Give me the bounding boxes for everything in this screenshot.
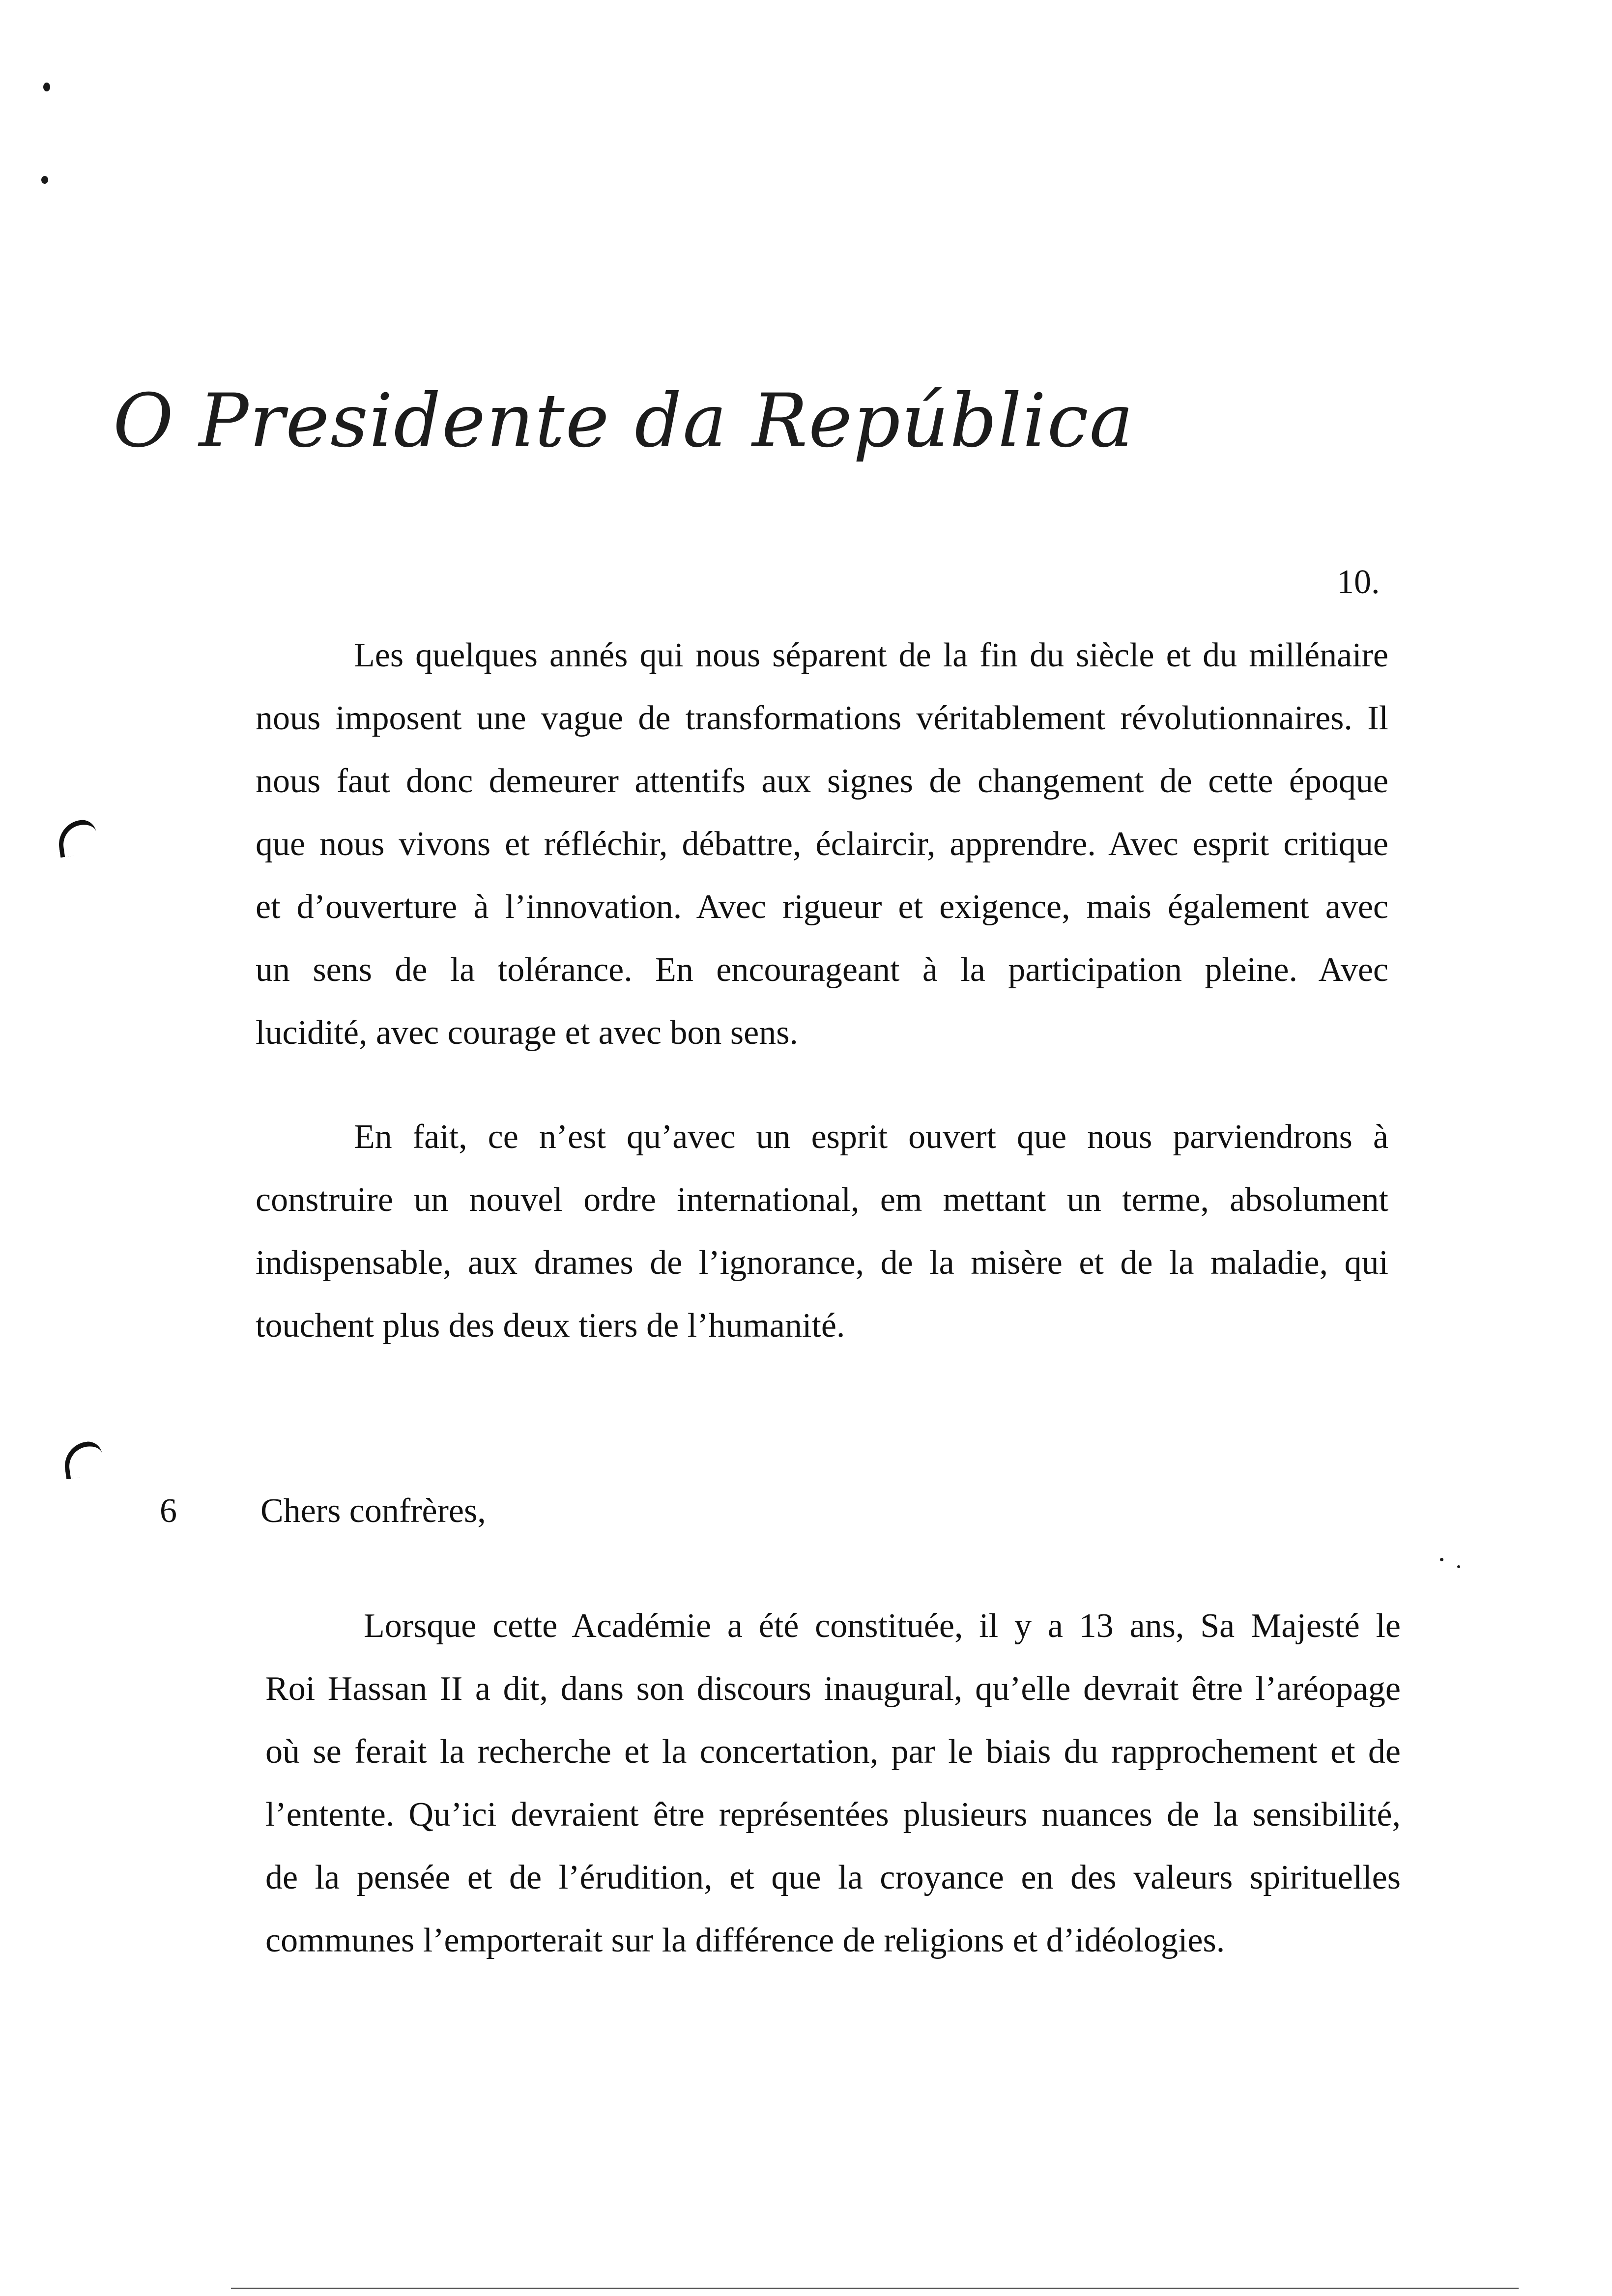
paragraph-line: lucidité, avec courage et avec bon sens. — [256, 1014, 798, 1052]
scan-edge-rule — [231, 2288, 1519, 2289]
paragraph-line: En fait, ce n’est qu’avec un esprit ouvert que nous parviendrons à — [354, 1118, 1388, 1156]
paragraph-line: Lorsque cette Académie a été constituée, il y a 13 ans, Sa Majesté le — [364, 1607, 1401, 1645]
paragraph-line: nous faut donc demeurer attentifs aux signes de changement de cette époque — [256, 762, 1388, 800]
paragraph-line: nous imposent une vague de transformations véritablement révolutionnaires. Il — [256, 699, 1388, 737]
letterhead: O Presidente da República — [113, 378, 1135, 464]
scan-speck-2 — [41, 176, 48, 184]
paragraph-line: communes l’emporterait sur la différence de religions et d’idéologies. — [265, 1922, 1225, 1959]
section-number: 6 — [160, 1492, 177, 1530]
paragraph-3 — [265, 1595, 1401, 1972]
scan-speck-4 — [1457, 1565, 1460, 1568]
scan-speck-1 — [43, 83, 50, 91]
paragraph-line: Les quelques annés qui nous séparent de la fin du siècle et du millénaire — [354, 636, 1388, 674]
page-number: 10. — [1337, 563, 1380, 601]
margin-arc-mark-2 — [62, 1440, 105, 1479]
scan-speck-3 — [1440, 1558, 1443, 1561]
paragraph-line: un sens de la tolérance. En encourageant à la participation pleine. Avec — [256, 951, 1388, 989]
paragraph-line: touchent plus des deux tiers de l’humanité. — [256, 1307, 845, 1345]
paragraph-line: Roi Hassan II a dit, dans son discours inaugural, qu’elle devrait être l’aréopage — [265, 1670, 1401, 1708]
paragraph-line: de la pensée et de l’érudition, et que la croyance en des valeurs spirituelles — [265, 1859, 1401, 1896]
paragraph-line: indispensable, aux drames de l’ignorance, de la misère et de la maladie, qui — [256, 1244, 1388, 1282]
margin-arc-mark-1 — [56, 818, 99, 858]
paragraph-line: et d’ouverture à l’innovation. Avec rigueur et exigence, mais également avec — [256, 888, 1388, 926]
paragraph-line: où se ferait la recherche et la concertation, par le biais du rapprochement et de — [265, 1733, 1401, 1771]
paragraph-2 — [256, 1106, 1388, 1357]
paragraph-line: l’entente. Qu’ici devraient être représentées plusieurs nuances de la sensibilité, — [265, 1796, 1401, 1834]
paragraph-line: que nous vivons et réfléchir, débattre, éclaircir, apprendre. Avec esprit critique — [256, 825, 1388, 863]
salutation: Chers confrères, — [260, 1492, 486, 1530]
paragraph-1 — [256, 624, 1388, 1064]
paragraph-line: construire un nouvel ordre international, em mettant un terme, absolument — [256, 1181, 1388, 1219]
